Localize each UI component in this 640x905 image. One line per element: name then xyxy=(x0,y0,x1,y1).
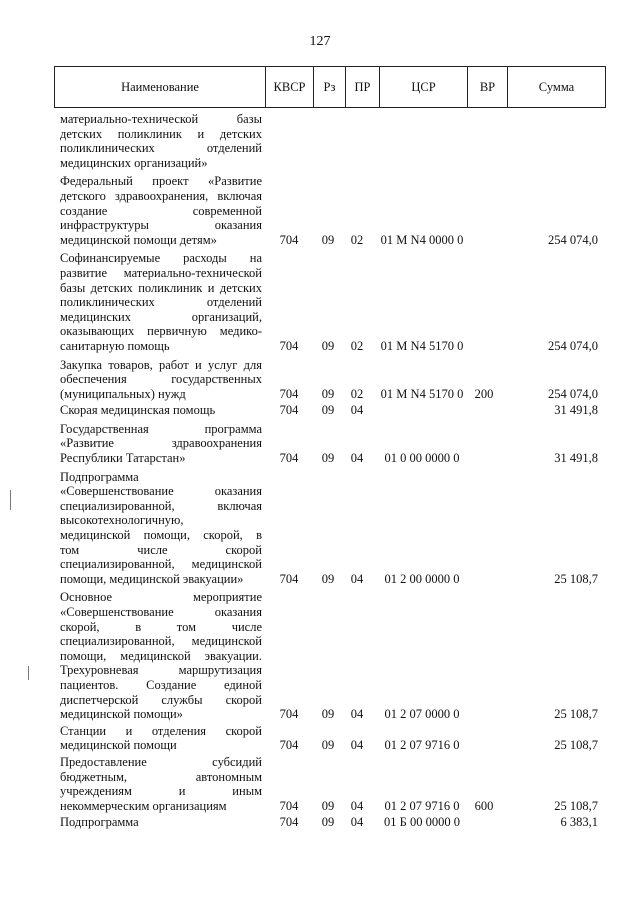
cell-sum: 25 108,7 xyxy=(554,571,598,586)
row-name-line: детского здравоохранения, включая xyxy=(60,188,262,203)
cell-csr: 01 2 07 9716 0 xyxy=(384,798,460,813)
cell-rz: 09 xyxy=(321,815,335,830)
row-name-line: оказывающих первичную медико- xyxy=(60,324,262,339)
row-name-line: «Совершенствование оказания xyxy=(60,605,262,619)
row-name-line: «Совершенствование оказания xyxy=(60,484,262,499)
scan-artifact xyxy=(28,666,29,680)
row-name-line: специализированной, включая xyxy=(60,498,262,513)
header-name: Наименование xyxy=(121,80,199,94)
row-name-line: помощи, медицинской эвакуации. xyxy=(60,648,262,663)
row-name-line: обеспечения государственных xyxy=(60,372,262,387)
table-row xyxy=(0,755,640,813)
header-pr: ПР xyxy=(345,67,379,107)
row-name-line: медицинской помощи xyxy=(60,738,177,753)
row-name-line: Государственная программа xyxy=(60,421,262,436)
row-name xyxy=(60,422,262,466)
row-name-line: специализированной, медицинской xyxy=(60,634,262,649)
cell-pr: 04 xyxy=(350,707,364,722)
row-name xyxy=(60,251,262,353)
cell-csr: 01 Б 00 0000 0 xyxy=(384,815,460,830)
cell-kvsr: 704 xyxy=(279,798,299,813)
cell-csr: 01 M N4 0000 0 xyxy=(380,232,464,247)
cell-pr: 02 xyxy=(350,338,364,353)
cell-rz: 09 xyxy=(321,798,335,813)
row-name-line: детских поликлиник и детских xyxy=(60,126,262,141)
cell-kvsr: 704 xyxy=(279,338,299,353)
cell-rz: 09 xyxy=(321,571,335,586)
table-row xyxy=(0,251,640,353)
row-name-line: помощи, медицинской эвакуации» xyxy=(60,571,244,586)
row-name-line: медицинской помощи» xyxy=(60,707,183,722)
row-name-line: высокотехнологичную, xyxy=(60,513,184,528)
table-row xyxy=(0,403,640,418)
cell-vr: 200 xyxy=(474,386,494,401)
row-name-line: создание современной xyxy=(60,203,262,218)
table-row xyxy=(0,422,640,466)
cell-rz: 09 xyxy=(321,232,335,247)
row-name-line: Трехуровневая маршрутизация xyxy=(60,663,262,678)
cell-pr: 04 xyxy=(350,798,364,813)
row-name-line: бюджетным, автономным xyxy=(60,769,262,784)
cell-csr: 01 2 07 9716 0 xyxy=(384,738,460,753)
cell-pr: 04 xyxy=(350,403,364,418)
row-name-line: Софинансируемые расходы на xyxy=(60,251,262,266)
page-number: 127 xyxy=(309,34,331,49)
row-name xyxy=(60,358,262,402)
cell-sum: 254 074,0 xyxy=(548,232,598,247)
cell-pr: 04 xyxy=(350,451,364,466)
row-name-line: базы детских поликлиник и детских xyxy=(60,280,262,295)
row-name-line: учреждениям и иным xyxy=(60,784,262,799)
row-name-line: медицинской помощи, скорой, в xyxy=(60,528,262,543)
row-name xyxy=(60,755,262,813)
row-name xyxy=(60,815,262,830)
cell-rz: 09 xyxy=(321,738,335,753)
row-name-line: скорой, в том числе xyxy=(60,619,262,634)
row-name-line: специализированной, медицинской xyxy=(60,557,262,572)
row-name-line: Федеральный проект «Развитие xyxy=(60,174,262,189)
table-row xyxy=(0,112,640,170)
row-name xyxy=(60,403,262,418)
header-rz: Рз xyxy=(313,67,345,107)
row-name-line: Станции и отделения скорой xyxy=(60,723,262,738)
row-name-line: (муниципальных) нужд xyxy=(60,386,186,401)
cell-csr: 01 2 00 0000 0 xyxy=(384,571,460,586)
cell-rz: 09 xyxy=(321,386,335,401)
cell-kvsr: 704 xyxy=(279,451,299,466)
header-csr: ЦСР xyxy=(379,67,467,107)
cell-sum: 31 491,8 xyxy=(554,403,598,418)
cell-kvsr: 704 xyxy=(279,738,299,753)
row-name-line: медицинских организаций» xyxy=(60,155,208,170)
row-name-line: материально-технической базы xyxy=(60,112,262,126)
table-body xyxy=(0,112,640,832)
cell-csr: 01 M N4 5170 0 xyxy=(380,386,464,401)
table-row xyxy=(0,815,640,830)
cell-sum: 25 108,7 xyxy=(554,738,598,753)
scan-artifact xyxy=(10,490,11,510)
row-name-line: Предоставление субсидий xyxy=(60,754,262,769)
row-name xyxy=(60,590,262,721)
row-name-line: Закупка товаров, работ и услуг для xyxy=(60,357,262,372)
cell-sum: 6 383,1 xyxy=(560,815,598,830)
row-name-line: развитие материально-технической xyxy=(60,265,262,280)
cell-vr: 600 xyxy=(474,798,494,813)
row-name-line: Скорая медицинская помощь xyxy=(60,403,216,418)
row-name-line: поликлинических отделений xyxy=(60,141,262,156)
table-header xyxy=(54,66,606,108)
cell-kvsr: 704 xyxy=(279,232,299,247)
cell-csr: 01 0 00 0000 0 xyxy=(384,451,460,466)
row-name-line: диспетчерской службы скорой xyxy=(60,692,262,707)
cell-sum: 254 074,0 xyxy=(548,338,598,353)
table-row xyxy=(0,358,640,402)
row-name xyxy=(60,112,262,170)
cell-kvsr: 704 xyxy=(279,707,299,722)
cell-pr: 02 xyxy=(350,386,364,401)
row-name-line: Подпрограмма xyxy=(60,815,139,830)
cell-pr: 04 xyxy=(350,738,364,753)
header-kvsr: КВСР xyxy=(265,67,313,107)
cell-kvsr: 704 xyxy=(279,815,299,830)
row-name xyxy=(60,470,262,587)
table-row xyxy=(0,470,640,587)
row-name-line: том числе скорой xyxy=(60,542,262,557)
table-row xyxy=(0,590,640,721)
row-name-line: медицинских организаций, xyxy=(60,309,262,324)
row-name xyxy=(60,724,262,753)
row-name-line: поликлинических отделений xyxy=(60,295,262,310)
cell-pr: 04 xyxy=(350,571,364,586)
cell-rz: 09 xyxy=(321,451,335,466)
cell-rz: 09 xyxy=(321,707,335,722)
cell-sum: 25 108,7 xyxy=(554,707,598,722)
cell-kvsr: 704 xyxy=(279,403,299,418)
cell-sum: 31 491,8 xyxy=(554,451,598,466)
cell-kvsr: 704 xyxy=(279,386,299,401)
cell-sum: 25 108,7 xyxy=(554,798,598,813)
cell-sum: 254 074,0 xyxy=(548,386,598,401)
row-name xyxy=(60,174,262,247)
row-name-line: санитарную помощь xyxy=(60,338,170,353)
row-name-line: «Развитие здравоохранения xyxy=(60,436,262,451)
row-name-line: Подпрограмма xyxy=(60,469,139,484)
cell-csr: 01 M N4 5170 0 xyxy=(380,338,464,353)
row-name-line: инфраструктуры оказания xyxy=(60,218,262,233)
cell-rz: 09 xyxy=(321,403,335,418)
header-sum: Сумма xyxy=(507,67,605,107)
cell-pr: 04 xyxy=(350,815,364,830)
header-vr: ВР xyxy=(467,67,507,107)
row-name-line: некоммерческим организациям xyxy=(60,798,227,813)
table-row xyxy=(0,724,640,753)
row-name-line: Республики Татарстан» xyxy=(60,451,186,466)
row-name-line: медицинской помощи детям» xyxy=(60,232,217,247)
cell-rz: 09 xyxy=(321,338,335,353)
cell-csr: 01 2 07 0000 0 xyxy=(384,707,460,722)
row-name-line: пациентов. Создание единой xyxy=(60,677,262,692)
cell-pr: 02 xyxy=(350,232,364,247)
row-name-line: Основное мероприятие xyxy=(60,590,262,605)
table-row xyxy=(0,174,640,247)
cell-kvsr: 704 xyxy=(279,571,299,586)
